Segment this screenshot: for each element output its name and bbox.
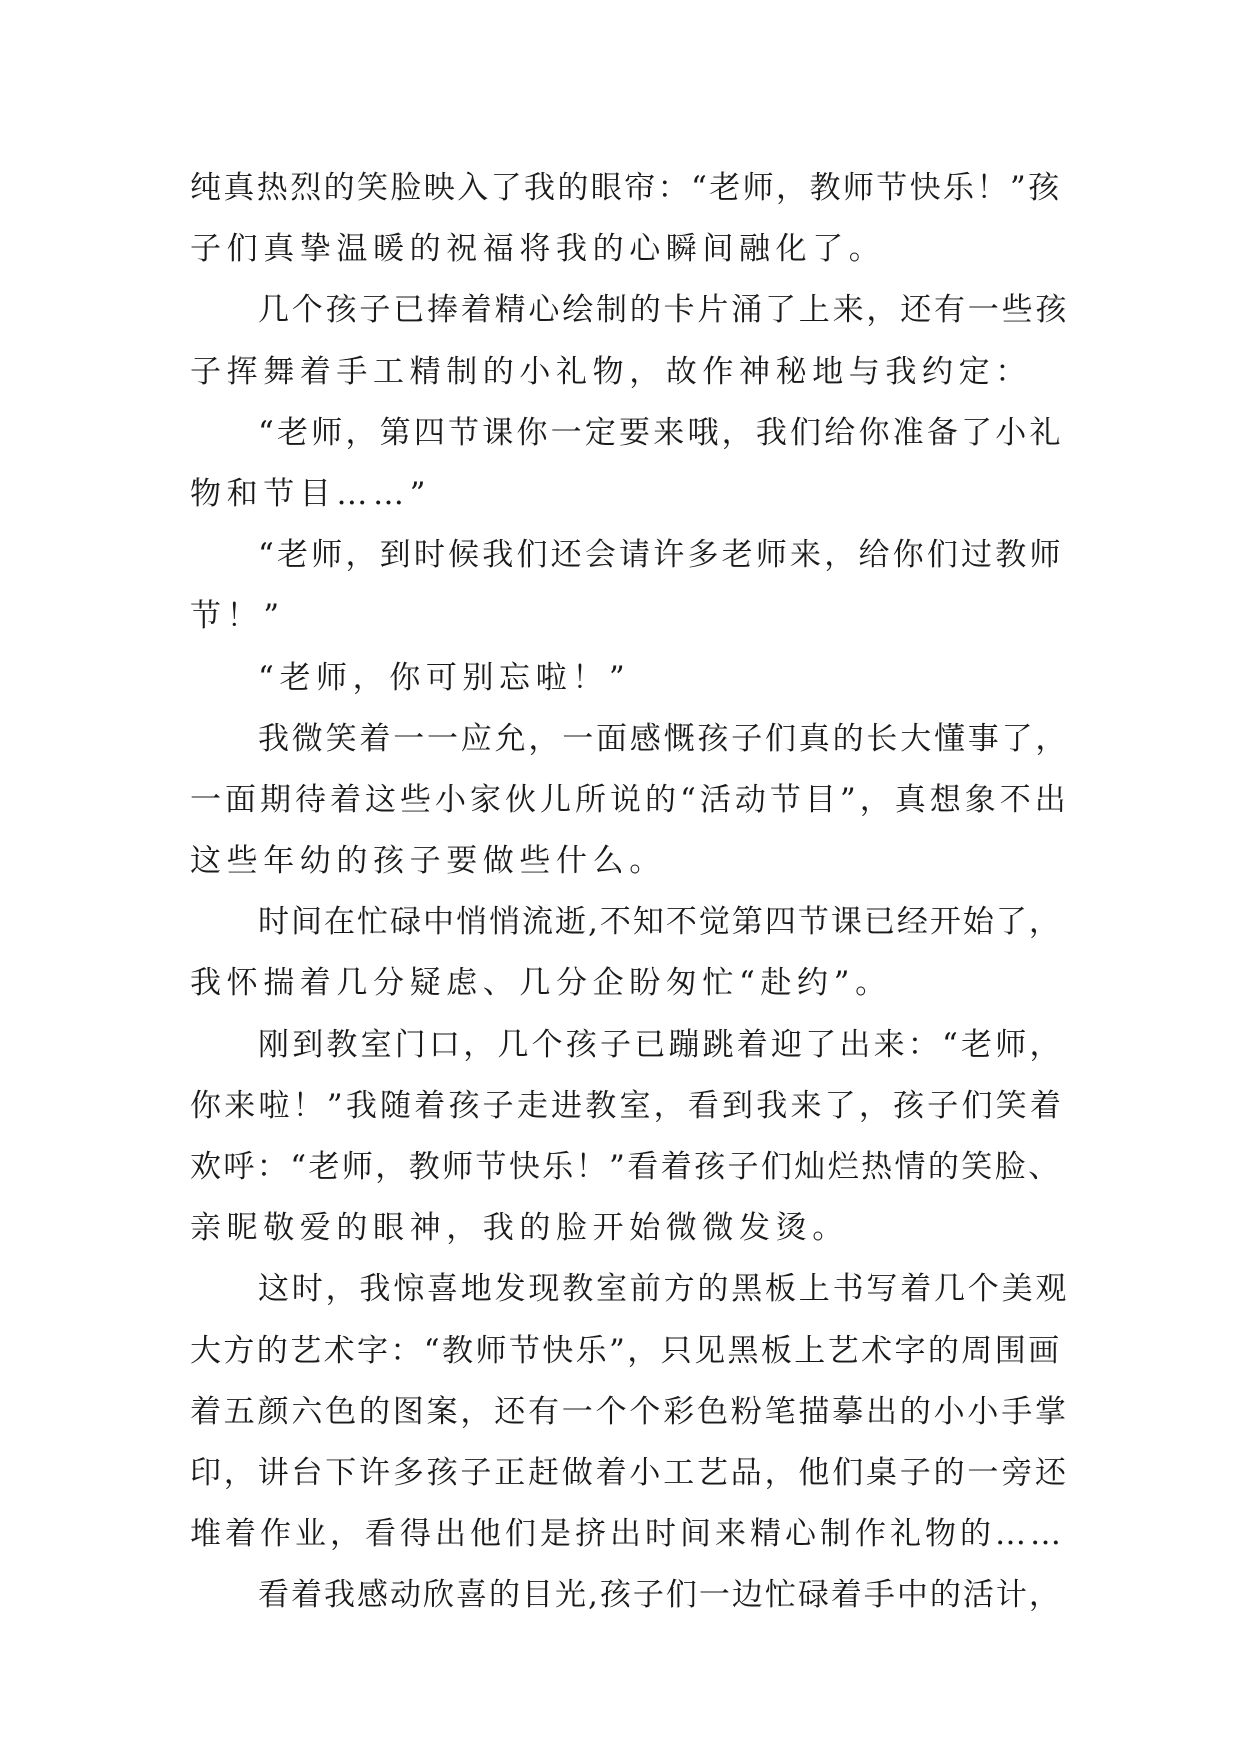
- text-line: 我微笑着一一应允，一面感慨孩子们真的长大懂事了，: [258, 720, 1070, 757]
- text-line: 纯真热烈的笑脸映入了我的眼帘：“老师，教师节快乐！”孩: [190, 170, 1062, 206]
- text-line: 这时，我惊喜地发现教室前方的黑板上书写着几个美观: [258, 1271, 1070, 1308]
- essay-body: [190, 158, 1070, 1627]
- text-line: 着五颜六色的图案，还有一个个彩色粉笔描摹出的小小手掌: [190, 1393, 1069, 1430]
- text-line: 亲昵敬爱的眼神，我的脸开始微微发烫。: [190, 1210, 849, 1247]
- text-line: 这些年幼的孩子要做些什么。: [190, 843, 666, 880]
- text-line: 我怀揣着几分疑虑、几分企盼匆忙“赴约”。: [190, 965, 892, 1002]
- text-line: 你来啦！”我随着孩子走进教室，看到我来了，孩子们笑着: [190, 1087, 1065, 1124]
- text-line: 节！”: [190, 598, 285, 635]
- text-line: “老师，第四节课你一定要来哦，我们给你准备了小礼: [258, 414, 1064, 451]
- text-line: 印，讲台下许多孩子正赶做着小工艺品，他们桌子的一旁还: [190, 1454, 1069, 1491]
- text-line: 时间在忙碌中悄悄流逝,不知不觉第四节课已经开始了，: [258, 904, 1062, 941]
- text-line: “老师，你可别忘啦！”: [258, 659, 631, 696]
- text-line: 子挥舞着手工精制的小礼物，故作神秘地与我约定：: [190, 353, 1032, 390]
- text-line: 物和节目……”: [190, 475, 432, 512]
- text-line: 堆着作业，看得出他们是挤出时间来精心制作礼物的……: [190, 1516, 1065, 1553]
- text-line: 刚到教室门口，几个孩子已蹦跳着迎了出来：“老师，: [258, 1026, 1064, 1063]
- text-line: 看着我感动欣喜的目光,孩子们一边忙碌着手中的活计，: [258, 1577, 1062, 1614]
- text-line: “老师，到时候我们还会请许多老师来，给你们过教师: [258, 537, 1064, 574]
- text-line: 一面期待着这些小家伙儿所说的“活动节目”，真想象不出: [190, 781, 1070, 818]
- text-line: 子们真挚温暖的祝福将我的心瞬间融化了。: [190, 231, 886, 268]
- text-line: 欢呼：“老师，教师节快乐！”看着孩子们灿烂热情的笑脸、: [190, 1149, 1062, 1185]
- text-line: 几个孩子已捧着精心绘制的卡片涌了上来，还有一些孩: [258, 292, 1070, 329]
- text-line: 大方的艺术字：“教师节快乐”，只见黑板上艺术字的周围画: [190, 1332, 1062, 1369]
